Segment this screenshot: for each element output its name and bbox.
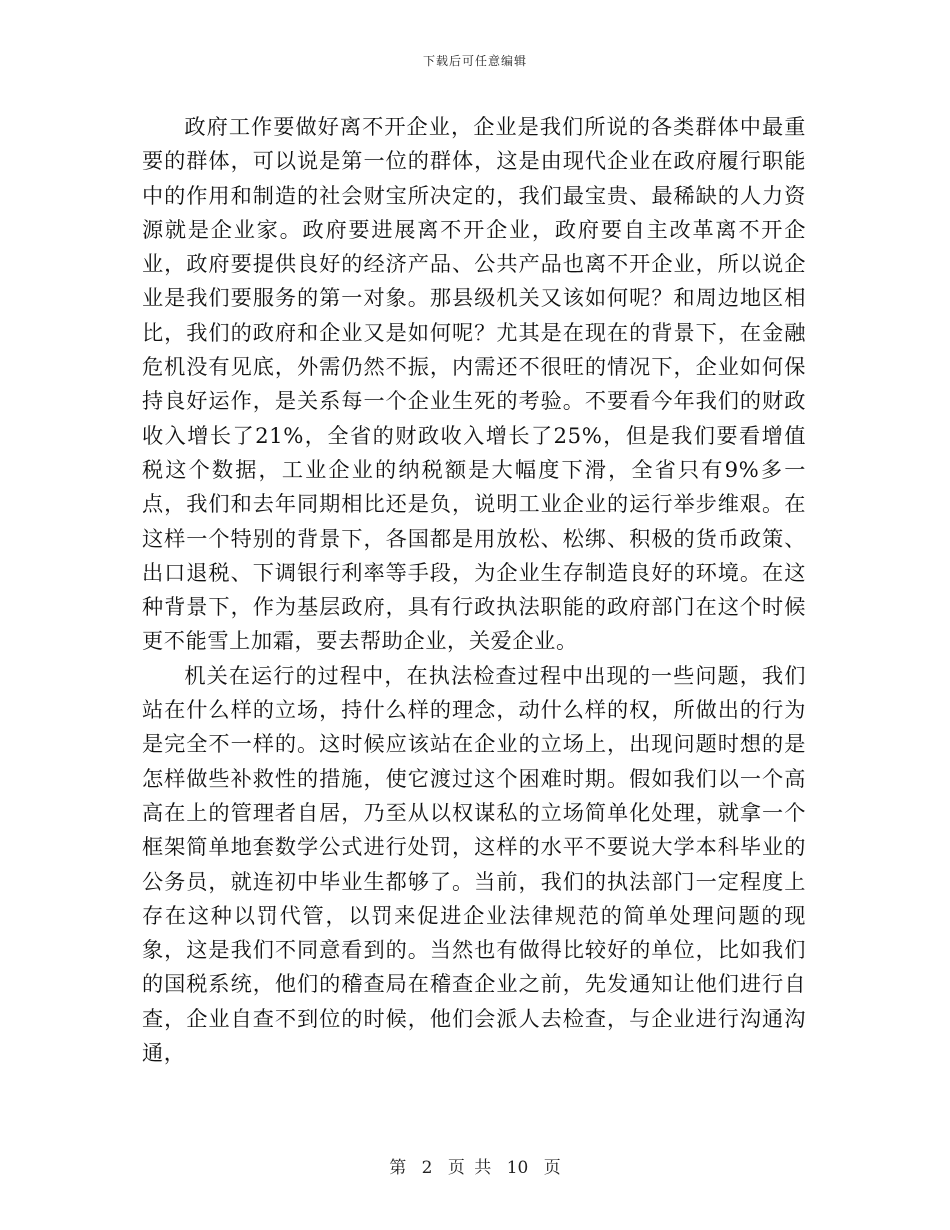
footer-total-pages: 10 (506, 1158, 529, 1178)
footer-suffix: 页 (543, 1158, 561, 1178)
page-footer (0, 1153, 950, 1178)
footer-middle: 页 共 (447, 1158, 492, 1178)
page-header: 下载后可任意编辑 (422, 54, 527, 68)
footer-prefix: 第 (389, 1158, 407, 1178)
footer-page-number: 2 (421, 1158, 433, 1178)
paragraph-2: 机关在运行的过程中，在执法检查过程中出现的一些问题，我们站在什么样的立场，持什么样的理念，动什么样的权，所做出的行为是完全不一样的。这时候应该站在企业的立场上，出现问题时想的是怎样做些补救性的措施，使它渡过这个困难时期。假如我们以一个高高在上的管理者自居，乃至从以权谋私的立场简单化处理，就拿一个框架简单地套数学公式进行处罚，这样的水平不要说大学本科毕业的公务员，就连初中毕业生都够了。当前，我们的执法部门一定程度上存在这种以罚代管，以罚来促进企业法律规范的简单处理问题的现象，这是我们不同意看到的。当然也有做得比较好的单位，比如我们的国税系统，他们的稽查局在稽查企业之前，先发通知让他们进行自查，企业自查不到位的时候，他们会派人去检查，与企业进行沟通沟通， (142, 662, 806, 1066)
paragraph-1: 政府工作要做好离不开企业，企业是我们所说的各类群体中最重要的群体，可以说是第一位的群体，这是由现代企业在政府履行职能中的作用和制造的社会财宝所决定的，我们最宝贵、最稀缺的人力资源就是企业家。政府要进展离不开企业，政府要自主改革离不开企业，政府要提供良好的经济产品、公共产品也离不开企业，所以说企业是我们要服务的第一对象。那县级机关又该如何呢？和周边地区相比，我们的政府和企业又是如何呢？尤其是在现在的背景下，在金融危机没有见底，外需仍然不振，内需还不很旺的情况下，企业如何保持良好运作，是关系每一个企业生死的考验。不要看今年我们的财政收入增长了21%，全省的财政收入增长了25%，但是我们要看增值税这个数据，工业企业的纳税额是大幅度下滑，全省只有9%多一点，我们和去年同期相比还是负，说明工业企业的运行举步维艰。在这样一个特别的背景下，各国都是用放松、松绑、积极的货币政策、出口退税、下调银行利率等手段，为企业生存制造良好的环境。在这种背景下，作为基层政府，具有行政执法职能的政府部门在这个时候更不能雪上加霜，要去帮助企业，关爱企业。 (142, 114, 806, 654)
document-body (142, 110, 806, 1070)
